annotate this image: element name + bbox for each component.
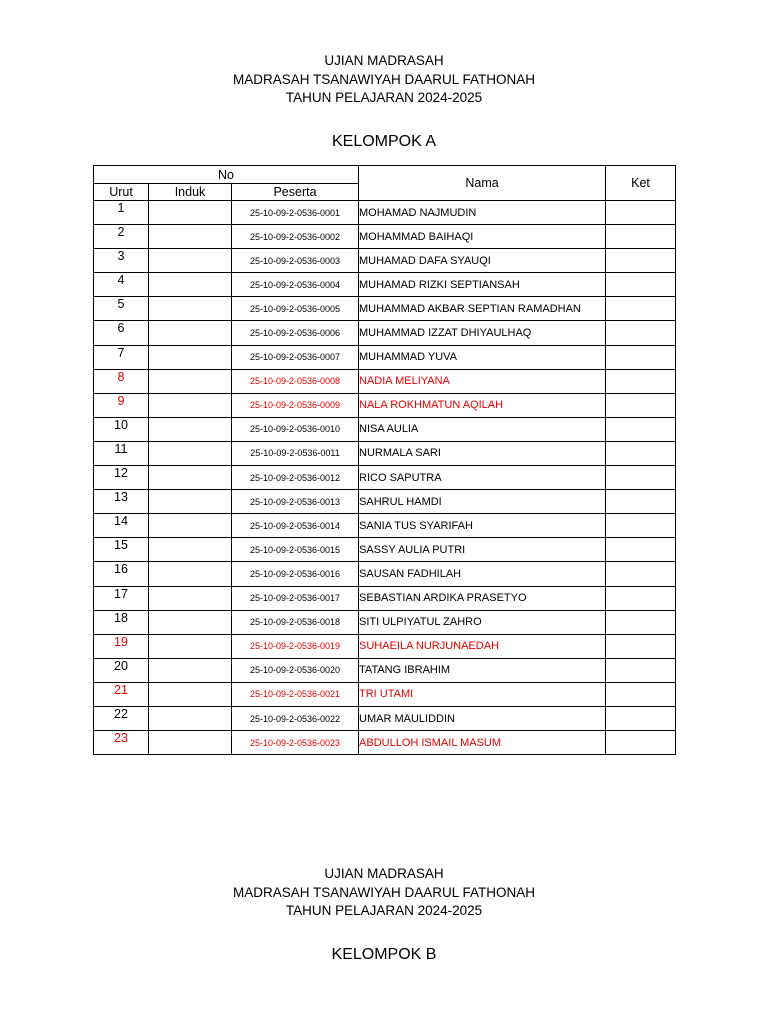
peserta-cell: 25-10-09-2-0536-0007 bbox=[232, 345, 359, 369]
nama-cell: SAUSAN FADHILAH bbox=[359, 562, 606, 586]
table-row bbox=[94, 321, 676, 345]
induk-cell bbox=[149, 417, 232, 441]
urut-cell: 2 bbox=[94, 225, 149, 249]
nama-cell: UMAR MAULIDDIN bbox=[359, 706, 606, 730]
urut-cell: 12 bbox=[94, 466, 149, 490]
induk-cell bbox=[149, 297, 232, 321]
urut-cell: 11 bbox=[94, 441, 149, 465]
induk-cell bbox=[149, 538, 232, 562]
ket-cell bbox=[606, 417, 676, 441]
exam-title: UJIAN MADRASAH bbox=[324, 53, 444, 68]
induk-cell bbox=[149, 345, 232, 369]
academic-year: TAHUN PELAJARAN 2024-2025 bbox=[285, 90, 483, 105]
table-row bbox=[94, 610, 676, 634]
induk-cell bbox=[149, 225, 232, 249]
induk-cell bbox=[149, 610, 232, 634]
urut-cell: 14 bbox=[94, 514, 149, 538]
peserta-cell: 25-10-09-2-0536-0020 bbox=[232, 658, 359, 682]
induk-cell bbox=[149, 369, 232, 393]
ket-cell bbox=[606, 706, 676, 730]
peserta-cell: 25-10-09-2-0536-0008 bbox=[232, 369, 359, 393]
nama-cell: NADIA MELIYANA bbox=[359, 369, 606, 393]
nama-cell: NURMALA SARI bbox=[359, 441, 606, 465]
urut-cell: 9 bbox=[94, 393, 149, 417]
ket-cell bbox=[606, 297, 676, 321]
urut-cell: 10 bbox=[94, 417, 149, 441]
header-no: No bbox=[94, 166, 359, 184]
table-row bbox=[94, 514, 676, 538]
nama-cell: RICO SAPUTRA bbox=[359, 466, 606, 490]
peserta-cell: 25-10-09-2-0536-0021 bbox=[232, 682, 359, 706]
nama-cell: SAHRUL HAMDI bbox=[359, 490, 606, 514]
urut-cell: 20 bbox=[94, 658, 149, 682]
nama-cell: MOHAMAD NAJMUDIN bbox=[359, 201, 606, 225]
peserta-cell: 25-10-09-2-0536-0001 bbox=[232, 201, 359, 225]
induk-cell bbox=[149, 682, 232, 706]
ket-cell bbox=[606, 441, 676, 465]
table-row bbox=[94, 682, 676, 706]
table-row bbox=[94, 658, 676, 682]
group-title-a: KELOMPOK A bbox=[331, 133, 437, 150]
peserta-cell: 25-10-09-2-0536-0006 bbox=[232, 321, 359, 345]
urut-cell: 19 bbox=[94, 634, 149, 658]
urut-cell: 21 bbox=[94, 682, 149, 706]
ket-cell bbox=[606, 634, 676, 658]
table-row bbox=[94, 731, 676, 755]
induk-cell bbox=[149, 490, 232, 514]
nama-cell: MOHAMMAD BAIHAQI bbox=[359, 225, 606, 249]
peserta-cell: 25-10-09-2-0536-0002 bbox=[232, 225, 359, 249]
peserta-cell: 25-10-09-2-0536-0004 bbox=[232, 273, 359, 297]
table-body bbox=[94, 201, 676, 755]
table-row bbox=[94, 586, 676, 610]
ket-cell bbox=[606, 369, 676, 393]
induk-cell bbox=[149, 466, 232, 490]
table-row bbox=[94, 706, 676, 730]
group-title-b: KELOMPOK B bbox=[331, 946, 437, 963]
peserta-cell: 25-10-09-2-0536-0023 bbox=[232, 731, 359, 755]
peserta-cell: 25-10-09-2-0536-0005 bbox=[232, 297, 359, 321]
peserta-cell: 25-10-09-2-0536-0009 bbox=[232, 393, 359, 417]
nama-cell: TRI UTAMI bbox=[359, 682, 606, 706]
peserta-cell: 25-10-09-2-0536-0014 bbox=[232, 514, 359, 538]
peserta-cell: 25-10-09-2-0536-0011 bbox=[232, 441, 359, 465]
urut-cell: 17 bbox=[94, 586, 149, 610]
induk-cell bbox=[149, 634, 232, 658]
ket-cell bbox=[606, 682, 676, 706]
nama-cell: MUHAMMAD IZZAT DHIYAULHAQ bbox=[359, 321, 606, 345]
induk-cell bbox=[149, 393, 232, 417]
table-row bbox=[94, 369, 676, 393]
ket-cell bbox=[606, 562, 676, 586]
nama-cell: NALA ROKHMATUN AQILAH bbox=[359, 393, 606, 417]
ket-cell bbox=[606, 514, 676, 538]
ket-cell bbox=[606, 321, 676, 345]
peserta-cell: 25-10-09-2-0536-0019 bbox=[232, 634, 359, 658]
peserta-cell: 25-10-09-2-0536-0015 bbox=[232, 538, 359, 562]
induk-cell bbox=[149, 562, 232, 586]
ket-cell bbox=[606, 201, 676, 225]
nama-cell: MUHAMAD RIZKI SEPTIANSAH bbox=[359, 273, 606, 297]
urut-cell: 5 bbox=[94, 297, 149, 321]
peserta-cell: 25-10-09-2-0536-0013 bbox=[232, 490, 359, 514]
table-row bbox=[94, 634, 676, 658]
induk-cell bbox=[149, 441, 232, 465]
nama-cell: MUHAMMAD YUVA bbox=[359, 345, 606, 369]
urut-cell: 1 bbox=[94, 201, 149, 225]
nama-cell: TATANG IBRAHIM bbox=[359, 658, 606, 682]
table-row bbox=[94, 201, 676, 225]
table-row bbox=[94, 490, 676, 514]
table-row bbox=[94, 417, 676, 441]
table-row bbox=[94, 345, 676, 369]
nama-cell: ABDULLOH ISMAIL MASUM bbox=[359, 731, 606, 755]
nama-cell: SANIA TUS SYARIFAH bbox=[359, 514, 606, 538]
nama-cell: SASSY AULIA PUTRI bbox=[359, 538, 606, 562]
ket-cell bbox=[606, 273, 676, 297]
ket-cell bbox=[606, 731, 676, 755]
urut-cell: 22 bbox=[94, 706, 149, 730]
peserta-cell: 25-10-09-2-0536-0017 bbox=[232, 586, 359, 610]
table-row bbox=[94, 273, 676, 297]
urut-cell: 3 bbox=[94, 249, 149, 273]
table-row bbox=[94, 225, 676, 249]
ket-cell bbox=[606, 225, 676, 249]
peserta-cell: 25-10-09-2-0536-0018 bbox=[232, 610, 359, 634]
ket-cell bbox=[606, 538, 676, 562]
header-induk: Induk bbox=[149, 184, 232, 201]
ket-cell bbox=[606, 249, 676, 273]
urut-cell: 16 bbox=[94, 562, 149, 586]
urut-cell: 15 bbox=[94, 538, 149, 562]
nama-cell: SITI ULPIYATUL ZAHRO bbox=[359, 610, 606, 634]
ket-cell bbox=[606, 466, 676, 490]
ket-cell bbox=[606, 610, 676, 634]
header-ket: Ket bbox=[606, 166, 676, 201]
header-nama: Nama bbox=[359, 166, 606, 201]
urut-cell: 4 bbox=[94, 273, 149, 297]
ket-cell bbox=[606, 658, 676, 682]
peserta-cell: 25-10-09-2-0536-0016 bbox=[232, 562, 359, 586]
table-row bbox=[94, 393, 676, 417]
section-b-header bbox=[0, 865, 768, 921]
header-urut: Urut bbox=[94, 184, 149, 201]
induk-cell bbox=[149, 706, 232, 730]
ket-cell bbox=[606, 393, 676, 417]
peserta-cell: 25-10-09-2-0536-0022 bbox=[232, 706, 359, 730]
section-a-header bbox=[0, 52, 768, 108]
nama-cell: MUHAMAD DAFA SYAUQI bbox=[359, 249, 606, 273]
ket-cell bbox=[606, 586, 676, 610]
nama-cell: NISA AULIA bbox=[359, 417, 606, 441]
ket-cell bbox=[606, 345, 676, 369]
school-name: MADRASAH TSANAWIYAH DAARUL FATHONAH bbox=[232, 884, 536, 900]
induk-cell bbox=[149, 731, 232, 755]
header-peserta: Peserta bbox=[232, 184, 359, 201]
urut-cell: 13 bbox=[94, 490, 149, 514]
table-row bbox=[94, 249, 676, 273]
table-row bbox=[94, 562, 676, 586]
induk-cell bbox=[149, 514, 232, 538]
induk-cell bbox=[149, 321, 232, 345]
nama-cell: SEBASTIAN ARDIKA PRASETYO bbox=[359, 586, 606, 610]
table-row bbox=[94, 441, 676, 465]
participant-table bbox=[93, 165, 676, 755]
school-name: MADRASAH TSANAWIYAH DAARUL FATHONAH bbox=[232, 71, 536, 87]
urut-cell: 18 bbox=[94, 610, 149, 634]
urut-cell: 23 bbox=[94, 731, 149, 755]
peserta-cell: 25-10-09-2-0536-0003 bbox=[232, 249, 359, 273]
academic-year: TAHUN PELAJARAN 2024-2025 bbox=[285, 903, 483, 918]
induk-cell bbox=[149, 249, 232, 273]
nama-cell: MUHAMMAD AKBAR SEPTIAN RAMADHAN bbox=[359, 297, 606, 321]
table-row bbox=[94, 466, 676, 490]
table-header-row-top bbox=[94, 166, 676, 184]
ket-cell bbox=[606, 490, 676, 514]
urut-cell: 7 bbox=[94, 345, 149, 369]
induk-cell bbox=[149, 586, 232, 610]
induk-cell bbox=[149, 658, 232, 682]
induk-cell bbox=[149, 201, 232, 225]
peserta-cell: 25-10-09-2-0536-0010 bbox=[232, 417, 359, 441]
induk-cell bbox=[149, 273, 232, 297]
table-row bbox=[94, 538, 676, 562]
urut-cell: 8 bbox=[94, 369, 149, 393]
nama-cell: SUHAEILA NURJUNAEDAH bbox=[359, 634, 606, 658]
table-row bbox=[94, 297, 676, 321]
peserta-cell: 25-10-09-2-0536-0012 bbox=[232, 466, 359, 490]
exam-title: UJIAN MADRASAH bbox=[324, 866, 444, 881]
urut-cell: 6 bbox=[94, 321, 149, 345]
